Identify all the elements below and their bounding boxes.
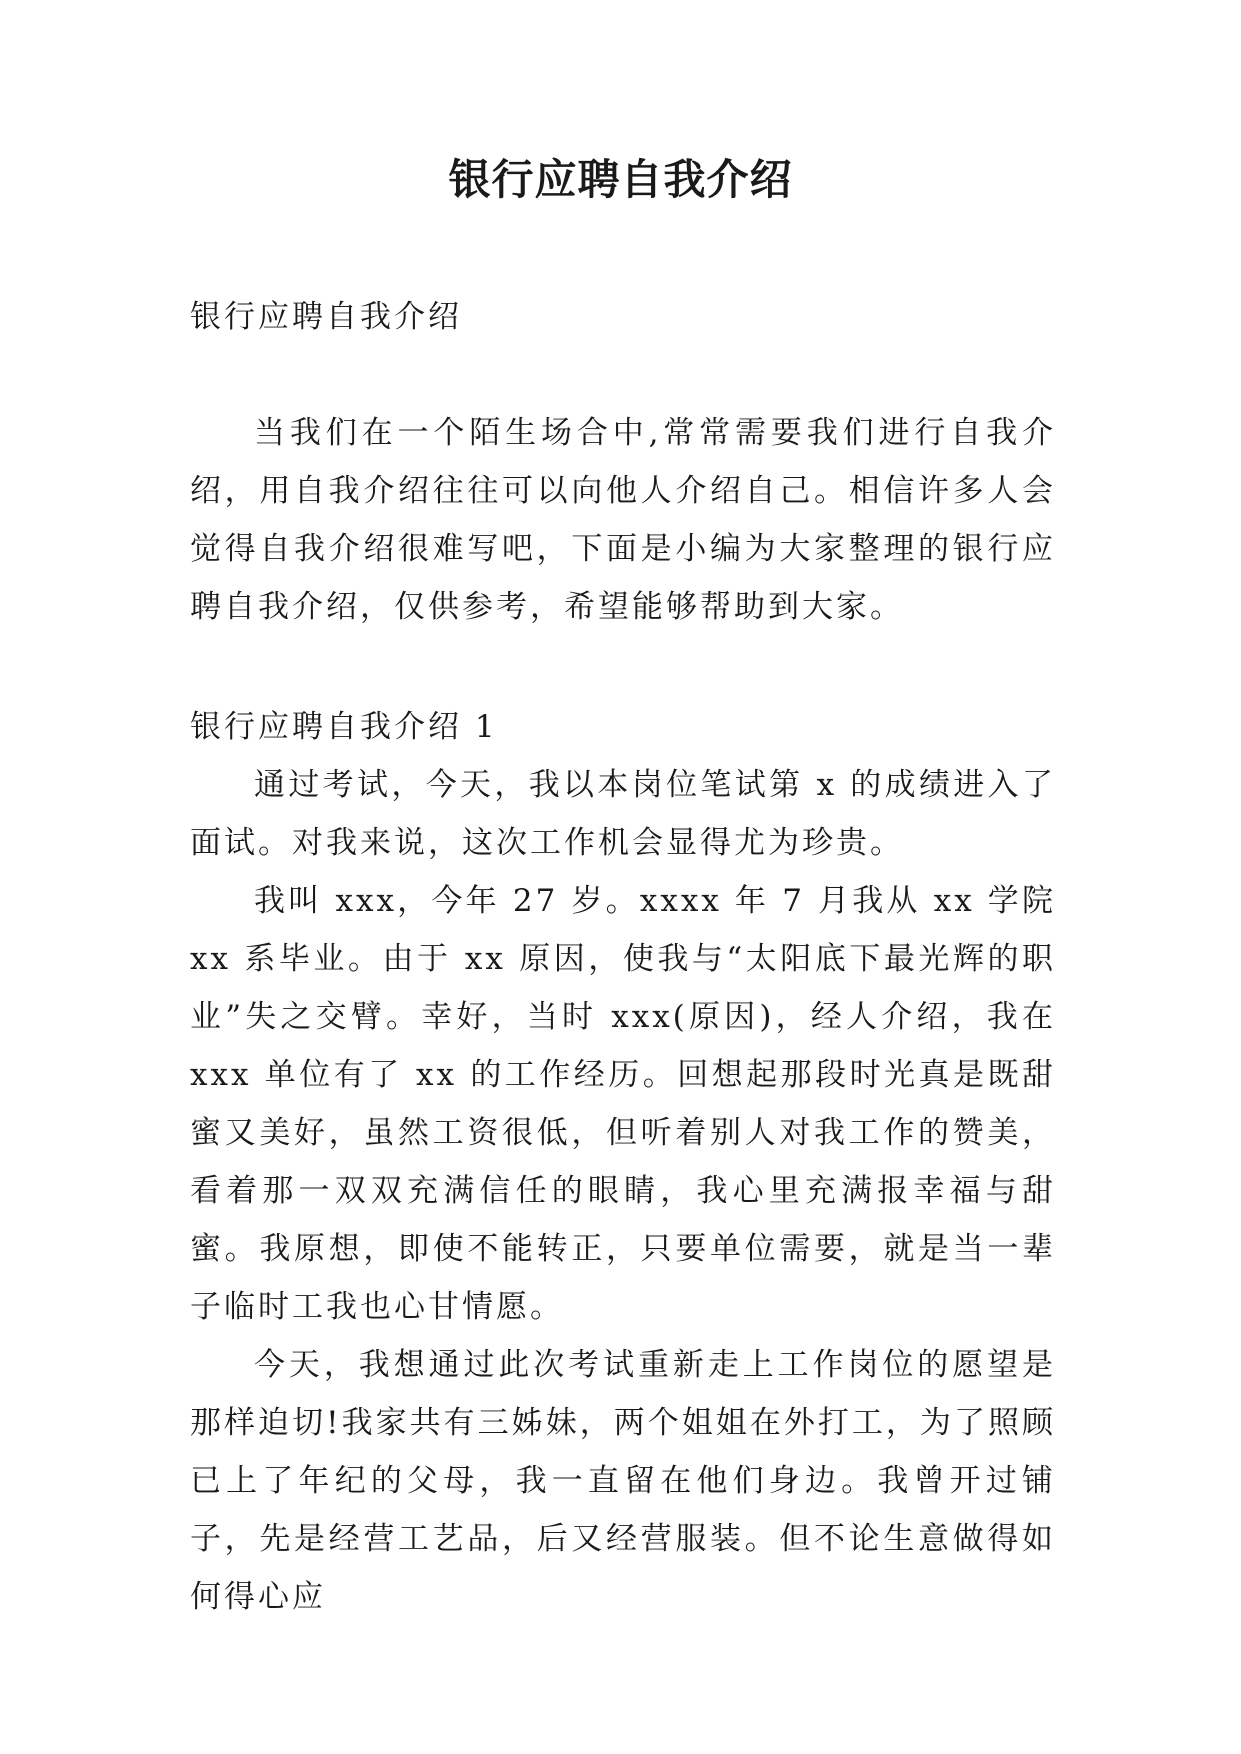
body-paragraph: 我叫 xxx，今年 27 岁。xxxx 年 7 月我从 xx 学院 xx 系毕业。由于 xx 原因，使我与“太阳底下最光辉的职业”失之交臂。幸好，当时 xxx(原因)，经人介绍，我在 xxx 单位有了 xx 的工作经历。回想起那段时光真是既甜蜜又美好，虽然工资很低，但听着别人对我工作的赞美，看着那一双双充满信任的眼睛，我心里充满报幸福与甜蜜。我原想，即使不能转正，只要单位需要，就是当一辈子临时工我也心甘情愿。 [190,883,1056,1325]
document-subtitle: 银行应聘自我介绍 [190,299,462,335]
intro-paragraph: 当我们在一个陌生场合中,常常需要我们进行自我介绍，用自我介绍往往可以向他人介绍自己。相信许多人会觉得自我介绍很难写吧，下面是小编为大家整理的银行应聘自我介绍，仅供参考，希望能够帮助到大家。 [190,415,1056,625]
body-paragraph: 通过考试，今天，我以本岗位笔试第 x 的成绩进入了面试。对我来说，这次工作机会显得尤为珍贵。 [190,767,1056,861]
body-paragraph: 今天，我想通过此次考试重新走上工作岗位的愿望是那样迫切!我家共有三姊妹，两个姐姐在外打工，为了照顾已上了年纪的父母，我一直留在他们身边。我曾开过铺子，先是经营工艺品，后又经营服装。但不论生意做得如何得心应 [190,1347,1056,1615]
page-title: 银行应聘自我介绍 [448,155,793,204]
section-heading: 银行应聘自我介绍 1 [190,709,498,745]
